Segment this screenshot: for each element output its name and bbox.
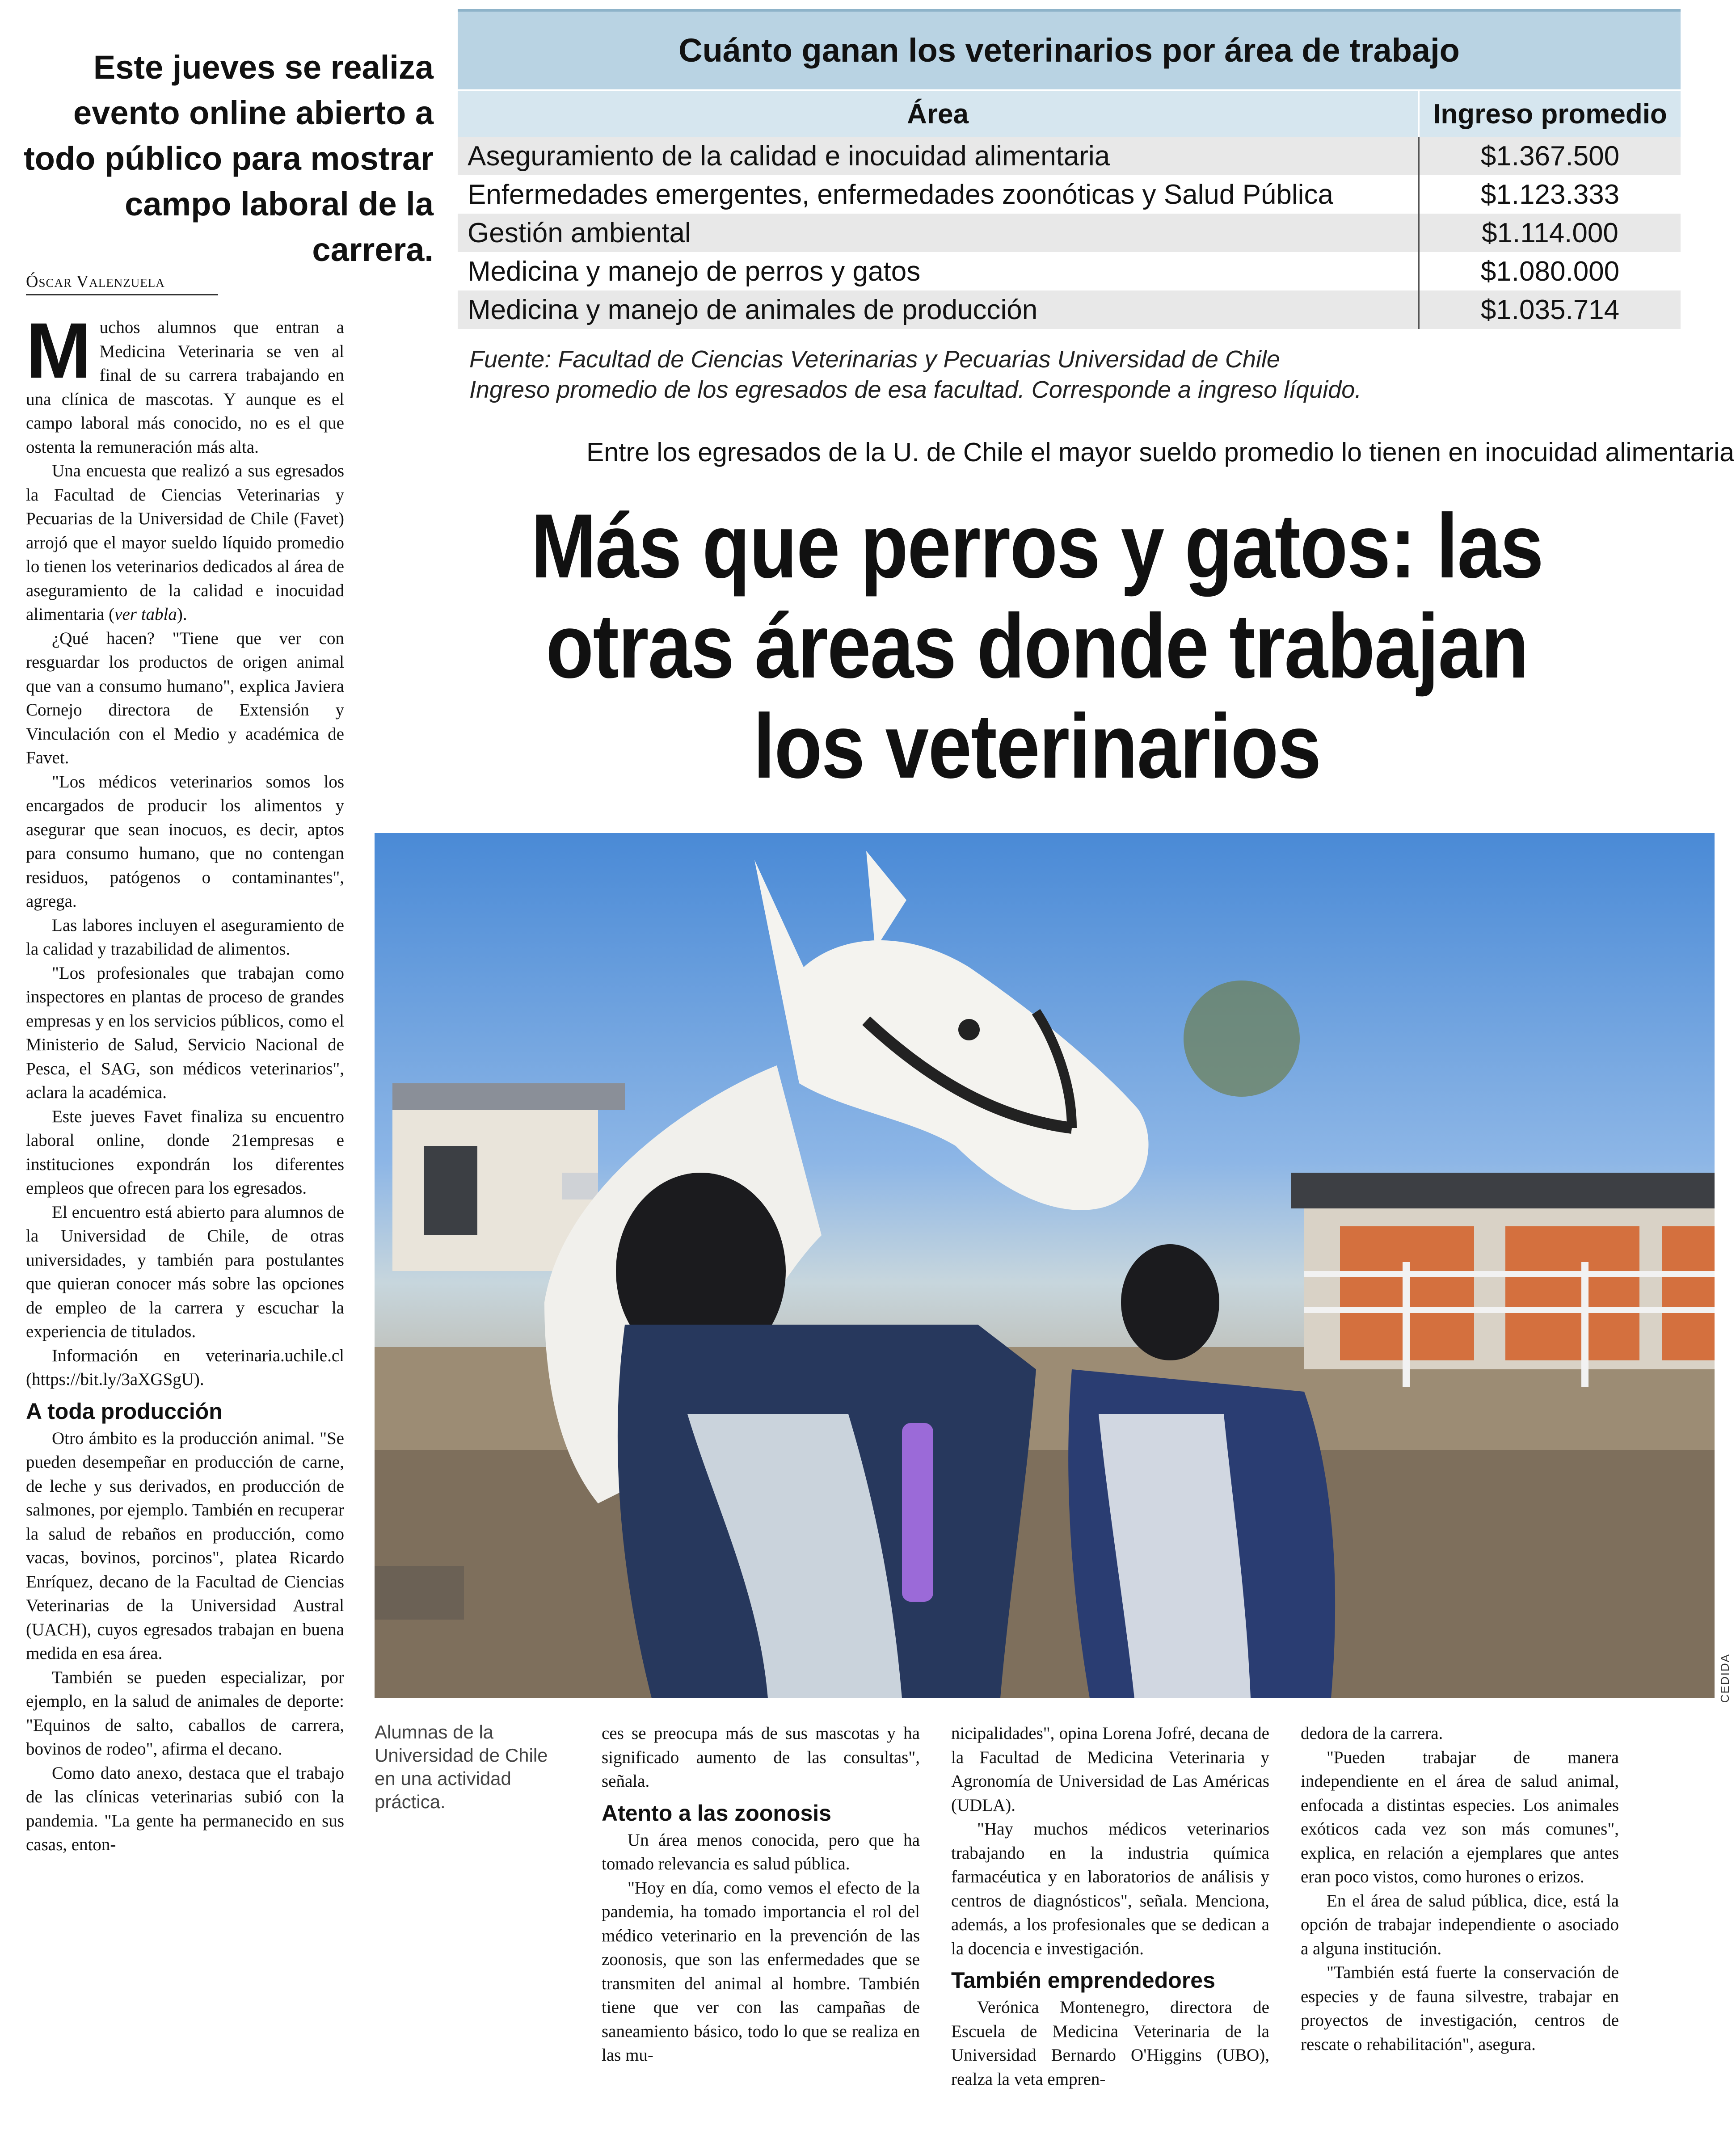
paragraph-text: ). <box>177 605 187 624</box>
income-cell: $1.080.000 <box>1419 252 1681 290</box>
subheadline: Entre los egresados de la U. de Chile el mayor sueldo promedio lo tienen en inocuidad alimentaria <box>586 438 1734 467</box>
paragraph: Un área menos conocida, pero que ha tomado relevancia es salud pública. <box>602 1830 920 1873</box>
area-cell: Gestión ambiental <box>458 214 1419 252</box>
source-note: Ingreso promedio de los egresados de esa facultad. Corresponde a ingreso líquido. <box>469 376 1362 403</box>
income-cell: $1.367.500 <box>1419 137 1681 175</box>
table-row <box>458 290 1681 329</box>
paragraph-text: Una encuesta que realizó a sus egresados la Facultad de Ciencias Veterinarias y Pecuarias de la Universidad de Chile (Favet) arrojó que el mayor sueldo líquido promedio lo tienen los veterinarios dedicados al área de aseguramiento de la calidad e inocuidad alimentaria ( <box>26 461 344 624</box>
paragraph: ces se preocupa más de sus mascotas y ha significado aumento de las consultas", señala. <box>602 1724 920 1791</box>
income-cell: $1.123.333 <box>1419 175 1681 214</box>
paragraph: Como dato anexo, destaca que el trabajo de las clínicas veterinarias subió con la pandemia. "La gente ha permanecido en sus casas, enton- <box>26 1763 344 1854</box>
drop-cap: M <box>26 307 92 395</box>
table-row <box>458 214 1681 252</box>
column-header-area: Área <box>458 90 1419 137</box>
area-cell: Medicina y manejo de perros y gatos <box>458 252 1419 290</box>
table-source <box>469 344 1631 405</box>
paragraph: "Pueden trabajar de manera independiente en el área de salud animal, enfocada a distintas especies. Los animales exóticos cada vez son más comunes", explica, en relación a ejemplares que antes eran poco vistos, como hurones o erizos. <box>1301 1747 1619 1886</box>
table-header-row <box>458 90 1681 137</box>
column-header-income: Ingreso promedio <box>1419 90 1681 137</box>
paragraph: Otro ámbito es la producción animal. "Se pueden desempeñar en producción de carne, de leche y sus derivados, en producción de salmones, por ejemplo. También en recuperar la salud de rebaños en producción, como vacas, bovinos, porcinos", platea Ricardo Enríquez, decano de la Facultad de Ciencias Veterinarias de la Universidad Austral (UACH), cuyos egresados trabajan en buena medida en esa área. <box>26 1428 344 1663</box>
section-heading: A toda producción <box>26 1398 223 1424</box>
salary-table-box <box>458 9 1681 329</box>
paragraph: Las labores incluyen el aseguramiento de la calidad y trazabilidad de alimentos. <box>26 915 344 959</box>
paragraph: "Los médicos veterinarios somos los encargados de producir los alimentos y asegurar que sean inocuos, es decir, aptos para consumo humano, que no contengan residuos, patógenos o contaminantes", agrega. <box>26 772 344 911</box>
paragraph: dedora de la carrera. <box>1301 1724 1443 1743</box>
income-cell: $1.114.000 <box>1419 214 1681 252</box>
paragraph: "También está fuerte la conservación de especies y de fauna silvestre, trabajar en proyectos de investigación, centros de rescate o rehabilitación", asegura. <box>1301 1963 1619 2054</box>
article-column-1 <box>26 307 344 1857</box>
income-cell: $1.035.714 <box>1419 290 1681 329</box>
paragraph: nicipalidades", opina Lorena Jofré, decana de la Facultad de Medicina Veterinaria y Agronomía de Universidad de Las Américas (UDLA). <box>951 1724 1269 1815</box>
salary-table <box>458 89 1681 329</box>
paragraph: Este jueves Favet finaliza su encuentro laboral online, donde 21empresas e instituciones expondrán los diferentes empleos que ofrecen para los egresados. <box>26 1107 344 1198</box>
paragraph: El encuentro está abierto para alumnos de la Universidad de Chile, de otras universidades, y también para postulantes que quieran conocer más sobre las opciones de empleo de la carrera y escuchar la experiencia de titulados. <box>26 1202 344 1341</box>
paragraph: "Hoy en día, como vemos el efecto de la pandemia, ha tomado importancia el rol del médico veterinario en la prevención de las zoonosis, que son las enfermedades que se transmiten del animal al hombre. También tiene que ver con las campañas de saneamiento básico, todo lo que se realiza en las mu- <box>602 1878 920 2065</box>
table-row <box>458 252 1681 290</box>
photo-illustration <box>375 833 1715 1698</box>
paragraph: "Los profesionales que trabajan como inspectores en plantas de proceso de grandes empresas y en los servicios públicos, como el Ministerio de Salud, Servicio Nacional de Pesca, el SAG, son médicos veterinarios", aclara la académica. <box>26 963 344 1102</box>
paragraph <box>26 459 344 627</box>
section-heading: Atento a las zoonosis <box>602 1800 831 1826</box>
article-column-2 <box>602 1721 920 2067</box>
photo-credit: CEDIDA <box>1718 1654 1732 1703</box>
paragraph: Verónica Montenegro, directora de Escuela de Medicina Veterinaria de la Universidad Bernardo O'Higgins (UBO), realza la veta empren- <box>951 1998 1269 2089</box>
table-reference: ver tabla <box>114 605 177 624</box>
paragraph: "Hay muchos médicos veterinarios trabajando en la industria química farmacéutica y en laboratorios de análisis y centros de diagnósticos", señala. Menciona, además, a los profesionales que se dedican a la docencia e investigación. <box>951 1819 1269 1958</box>
table-row <box>458 175 1681 214</box>
table-title: Cuánto ganan los veterinarios por área de trabajo <box>458 9 1681 89</box>
paragraph: También se pueden especializar, por ejemplo, en la salud de animales de deporte: "Equinos de salto, caballos de carrera, bovinos de rodeo", afirma el decano. <box>26 1667 344 1759</box>
area-cell: Aseguramiento de la calidad e inocuidad alimentaria <box>458 137 1419 175</box>
paragraph: En el área de salud pública, dice, está la opción de trabajar independiente o asociado a alguna institución. <box>1301 1891 1619 1958</box>
byline: Óscar Valenzuela <box>26 272 218 295</box>
area-cell: Medicina y manejo de animales de producción <box>458 290 1419 329</box>
article-column-3 <box>951 1721 1269 2091</box>
headline-line: otras áreas donde trabajan <box>546 595 1528 697</box>
headline <box>530 496 1544 796</box>
article-column-4 <box>1301 1721 1619 2056</box>
table-row <box>458 137 1681 175</box>
paragraph: Información en veterinaria.uchile.cl (https://bit.ly/3aXGSgU). <box>26 1346 344 1389</box>
headline-line: Más que perros y gatos: las <box>531 495 1543 597</box>
source-line: Fuente: Facultad de Ciencias Veterinarias y Pecuarias Universidad de Chile <box>469 346 1280 373</box>
section-heading: También emprendedores <box>951 1968 1215 1993</box>
area-cell: Enfermedades emergentes, enfermedades zoonóticas y Salud Pública <box>458 175 1419 214</box>
paragraph: ¿Qué hacen? "Tiene que ver con resguardar los productos de origen animal que van a consumo humano", explica Javiera Cornejo directora de Extensión y Vinculación con el Medio y académica de Favet. <box>26 628 344 767</box>
paragraph-text: uchos alumnos que entran a Medicina Veterinaria se ven al final de su carrera trabajando en una clínica de mascotas. Y aunque es el campo laboral más conocido, no es el que ostenta la remuneración más alta. <box>26 318 344 457</box>
news-photo <box>375 833 1715 1698</box>
kicker: Este jueves se realiza evento online abierto a todo público para mostrar campo laboral de la carrera. <box>24 49 434 268</box>
headline-line: los veterinarios <box>753 695 1321 797</box>
photo-caption: Alumnas de la Universidad de Chile en una actividad práctica. <box>375 1721 548 1812</box>
paragraph <box>26 307 344 459</box>
